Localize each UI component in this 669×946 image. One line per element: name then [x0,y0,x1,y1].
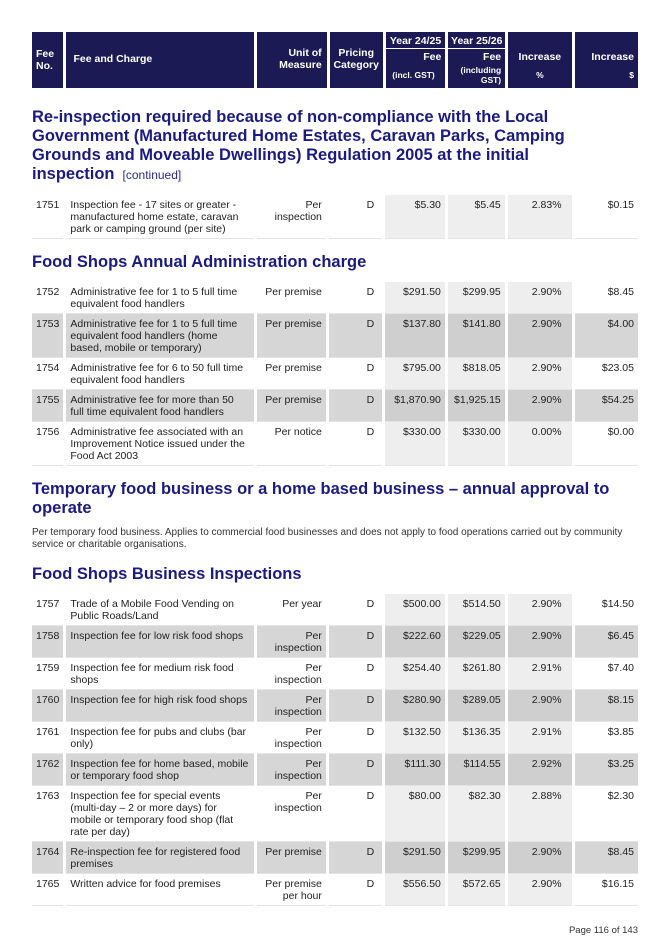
increase-dollar: $2.30 [575,786,638,842]
fee-2425: $222.60 [385,626,445,658]
header-year-2425: Year 24/25 Fee (incl. GST) [386,32,446,88]
fee-2526: $299.95 [448,282,505,314]
fee-2425: $280.90 [385,690,445,722]
table-row [32,282,638,314]
fee-2425: $5.30 [385,195,445,239]
pricing-category: D [329,722,382,754]
fee-number: 1762 [32,754,63,786]
fee-2425: $254.40 [385,658,445,690]
fee-number: 1751 [32,195,63,239]
fee-number: 1758 [32,626,63,658]
fee-2526: $289.05 [448,690,505,722]
unit-of-measure: Per premise per hour [257,874,326,906]
table-row [32,626,638,658]
fee-description: Inspection fee for pubs and clubs (bar only) [66,722,253,754]
table-row [32,874,638,906]
section-note: Per temporary food business. Applies to commercial food businesses and does not apply to food operations carried out by community service or charitable organisations. [32,527,623,550]
increase-dollar: $23.05 [575,358,638,390]
fee-description: Administrative fee for 1 to 5 full time equivalent food handlers [66,282,253,314]
fee-number: 1759 [32,658,63,690]
fee-2526: $572.65 [448,874,505,906]
pricing-category: D [329,195,382,239]
fee-description: Administrative fee associated with an Improvement Notice issued under the Food Act 2003 [66,422,253,466]
pricing-category: D [329,282,382,314]
increase-dollar: $14.50 [575,594,638,626]
fee-description: Administrative fee for more than 50 full time equivalent food handlers [66,390,253,422]
unit-of-measure: Per year [257,594,326,626]
increase-percent: 2.91% [508,722,572,754]
fee-2425: $80.00 [385,786,445,842]
fee-2526: $141.80 [448,314,505,358]
table-row [32,594,638,626]
unit-of-measure: Per notice [257,422,326,466]
increase-dollar: $8.15 [575,690,638,722]
increase-percent: 2.90% [508,314,572,358]
table-row [32,314,638,358]
pricing-category: D [329,390,382,422]
header-fee-no: Fee No. [32,32,63,88]
fee-2526: $514.50 [448,594,505,626]
pricing-category: D [329,658,382,690]
fee-description: Re-inspection fee for registered food premises [66,842,253,874]
fee-number: 1760 [32,690,63,722]
fee-2526: $5.45 [448,195,505,239]
section-title: Re-inspection required because of non-compliance with the Local Government (Manufactured Home Estates, Caravan Parks, Camping Grounds and Moveable Dwellings) Regulation 2005 at the initial inspection [continued] [32,108,565,183]
fee-2526: $261.80 [448,658,505,690]
pricing-category: D [329,594,382,626]
increase-percent: 2.91% [508,658,572,690]
table-row [32,842,638,874]
pricing-category: D [329,358,382,390]
fee-description: Written advice for food premises [66,874,253,906]
fee-schedule-page [32,32,638,906]
increase-percent: 2.90% [508,358,572,390]
unit-of-measure: Per premise [257,282,326,314]
section-title: Temporary food business or a home based business – annual approval to operate [32,480,610,517]
unit-of-measure: Per inspection [257,658,326,690]
increase-percent: 2.90% [508,282,572,314]
fee-2425: $795.00 [385,358,445,390]
increase-dollar: $0.15 [575,195,638,239]
header-fee-and-charge: Fee and Charge [66,32,255,88]
fee-2425: $330.00 [385,422,445,466]
increase-percent: 2.90% [508,874,572,906]
increase-dollar: $8.45 [575,842,638,874]
fee-2425: $132.50 [385,722,445,754]
section-title: Food Shops Business Inspections [32,565,302,583]
increase-percent: 2.88% [508,786,572,842]
fee-number: 1761 [32,722,63,754]
unit-of-measure: Per inspection [257,690,326,722]
continued-label: [continued] [122,168,182,182]
unit-of-measure: Per inspection [257,754,326,786]
fee-number: 1765 [32,874,63,906]
fee-description: Inspection fee - 17 sites or greater - manufactured home estate, caravan park or camping ground (per site) [66,195,253,239]
table-row [32,422,638,466]
fee-number: 1755 [32,390,63,422]
fee-2425: $137.80 [385,314,445,358]
pricing-category: D [329,314,382,358]
increase-percent: 2.90% [508,390,572,422]
fee-2526: $299.95 [448,842,505,874]
fee-number: 1757 [32,594,63,626]
increase-dollar: $0.00 [575,422,638,466]
increase-percent: 2.83% [508,195,572,239]
unit-of-measure: Per premise [257,390,326,422]
pricing-category: D [329,422,382,466]
fee-2526: $114.55 [448,754,505,786]
increase-dollar: $4.00 [575,314,638,358]
pricing-category: D [329,842,382,874]
increase-percent: 0.00% [508,422,572,466]
pricing-category: D [329,874,382,906]
header-increase-pct: Increase % [508,32,571,88]
unit-of-measure: Per inspection [257,195,326,239]
increase-percent: 2.90% [508,690,572,722]
increase-percent: 2.90% [508,594,572,626]
fee-2425: $1,870.90 [385,390,445,422]
increase-percent: 2.90% [508,626,572,658]
fee-2526: $229.05 [448,626,505,658]
header-pricing-category: Pricing Category [330,32,383,88]
table-row [32,390,638,422]
fee-description: Inspection fee for special events (multi-day – 2 or more days) for mobile or temporary food shop (flat rate per day) [66,786,253,842]
header-unit-of-measure: Unit of Measure [257,32,326,88]
fee-description: Administrative fee for 6 to 50 full time equivalent food handlers [66,358,253,390]
section-title: Food Shops Annual Administration charge [32,253,367,271]
table-header [32,32,638,88]
fee-2526: $136.35 [448,722,505,754]
unit-of-measure: Per inspection [257,786,326,842]
increase-dollar: $16.15 [575,874,638,906]
table-row [32,195,638,239]
header-year-2526: Year 25/26 Fee (including GST) [448,32,505,88]
increase-dollar: $3.85 [575,722,638,754]
fee-number: 1753 [32,314,63,358]
unit-of-measure: Per inspection [257,626,326,658]
increase-percent: 2.92% [508,754,572,786]
increase-dollar: $54.25 [575,390,638,422]
fee-description: Inspection fee for medium risk food shops [66,658,253,690]
fee-2425: $500.00 [385,594,445,626]
table-row [32,658,638,690]
fee-number: 1756 [32,422,63,466]
increase-dollar: $7.40 [575,658,638,690]
unit-of-measure: Per premise [257,314,326,358]
table-row [32,690,638,722]
fee-2526: $330.00 [448,422,505,466]
pricing-category: D [329,754,382,786]
increase-dollar: $3.25 [575,754,638,786]
fee-number: 1764 [32,842,63,874]
increase-dollar: $6.45 [575,626,638,658]
table-row [32,786,638,842]
fee-description: Trade of a Mobile Food Vending on Public Roads/Land [66,594,253,626]
fee-description: Inspection fee for home based, mobile or temporary food shop [66,754,253,786]
table-row [32,358,638,390]
unit-of-measure: Per inspection [257,722,326,754]
fee-sections [32,108,638,906]
fee-2425: $111.30 [385,754,445,786]
pricing-category: D [329,786,382,842]
fee-2425: $291.50 [385,282,445,314]
unit-of-measure: Per premise [257,842,326,874]
table-row [32,722,638,754]
pricing-category: D [329,626,382,658]
fee-number: 1752 [32,282,63,314]
fee-2526: $82.30 [448,786,505,842]
fee-description: Inspection fee for high risk food shops [66,690,253,722]
fee-2526: $818.05 [448,358,505,390]
increase-percent: 2.90% [508,842,572,874]
page-number: Page 116 of 143 [568,925,638,936]
fee-number: 1754 [32,358,63,390]
fee-2425: $556.50 [385,874,445,906]
fee-number: 1763 [32,786,63,842]
header-increase-dollar: Increase $ [575,32,638,88]
pricing-category: D [329,690,382,722]
fee-description: Administrative fee for 1 to 5 full time equivalent food handlers (home based, mobile or temporary) [66,314,253,358]
increase-dollar: $8.45 [575,282,638,314]
table-row [32,754,638,786]
fee-2425: $291.50 [385,842,445,874]
fee-description: Inspection fee for low risk food shops [66,626,253,658]
unit-of-measure: Per premise [257,358,326,390]
fee-2526: $1,925.15 [448,390,505,422]
